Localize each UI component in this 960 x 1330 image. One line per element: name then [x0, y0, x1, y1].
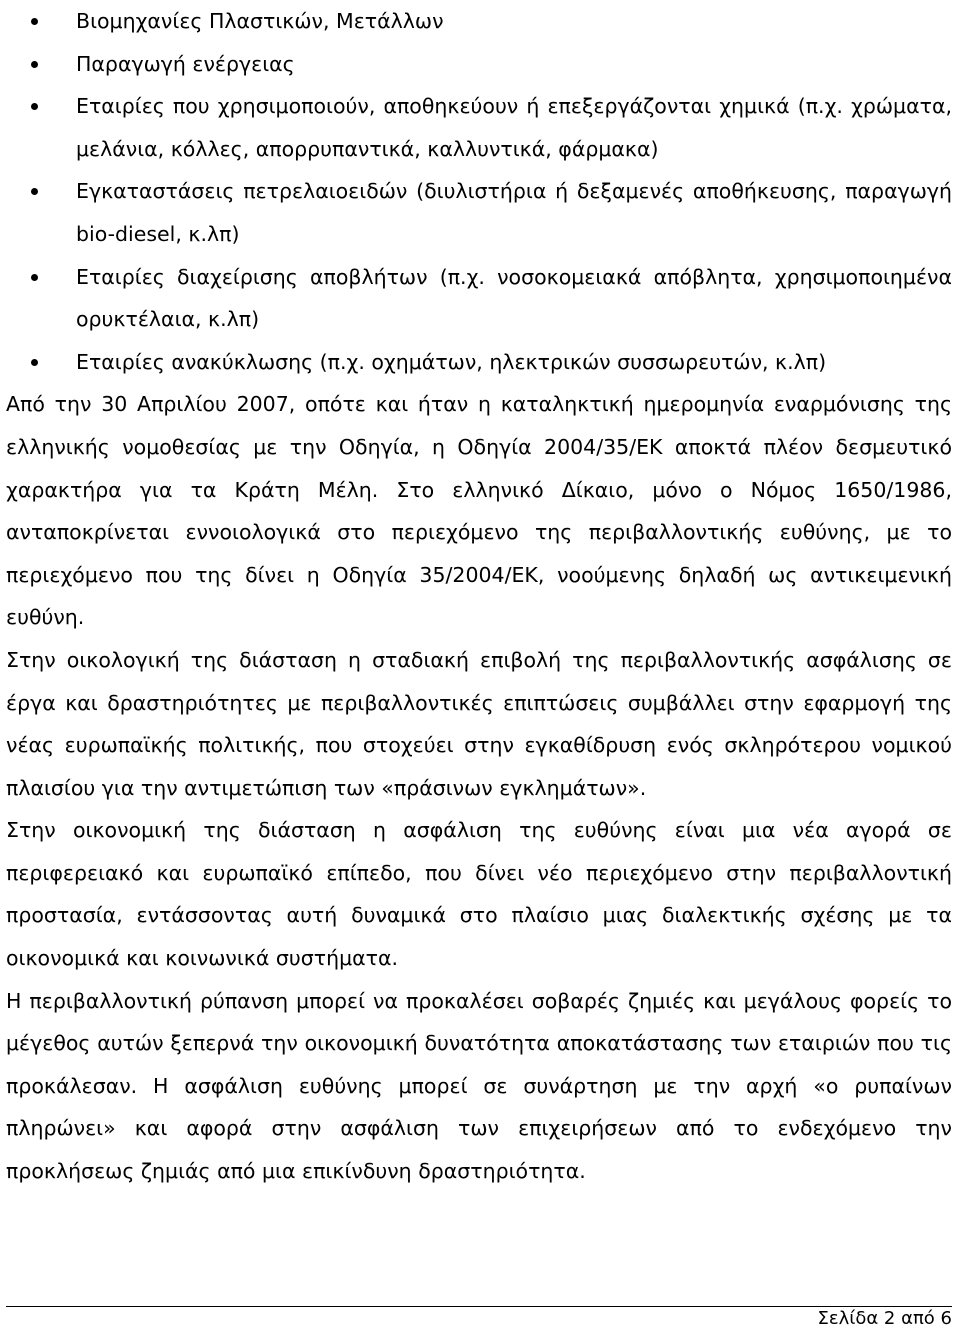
bullet-dot-icon — [31, 18, 38, 25]
bullet-text: Εταιρίες διαχείρισης αποβλήτων (π.χ. νοσοκομειακά απόβλητα, χρησιμοποιημένα ορυκτέλαια, κ.λπ) — [76, 264, 952, 332]
bullet-dot-icon — [31, 359, 38, 366]
paragraph-directive: Από την 30 Απριλίου 2007, οπότε και ήταν η καταληκτική ημερομηνία εναρμόνισης της ελληνικής νομοθεσίας με την Οδηγία, η Οδηγία 2004/35/ΕΚ αποκτά πλέον δεσμευτικό χαρακτήρα για τα Κράτη Μέλη. Στο ελληνικό Δίκαιο, μόνο ο Νόμος 1650/1986, ανταποκρίνεται εννοιολογικά στο περιεχόμενο της περιβαλλοντικής ευθύνης, με το περιεχόμενο που της δίνει η Οδηγία 35/2004/ΕΚ, νοούμενης δηλαδή ως αντικειμενική ευθύνη. — [6, 392, 952, 630]
bullet-item — [6, 85, 952, 170]
bullet-dot-icon — [31, 188, 38, 195]
bullet-item — [6, 341, 952, 384]
document-page — [6, 0, 952, 1193]
bullet-item — [6, 256, 952, 341]
bullet-dot-icon — [31, 103, 38, 110]
bullet-text: Εγκαταστάσεις πετρελαιοειδών (διυλιστήρια ή δεξαμενές αποθήκευσης, παραγωγή bio-diesel, κ.λπ) — [76, 179, 952, 246]
bullet-text: Παραγωγή ενέργειας — [76, 51, 295, 76]
bullet-dot-icon — [31, 274, 38, 281]
bullet-text: Εταιρίες που χρησιμοποιούν, αποθηκεύουν ή επεξεργάζονται χημικά (π.χ. χρώματα, μελάνια, κόλλες, απορρυπαντικά, καλλυντικά, φάρμακα) — [76, 94, 952, 161]
paragraph-economic: Στην οικονομική της διάσταση η ασφάλιση της ευθύνης είναι μια νέα αγορά σε περιφερειακό και ευρωπαϊκό επίπεδο, που δίνει νέο περιεχόμενο στην περιβαλλοντική προστασία, εντάσσοντας αυτή δυναμικά στο πλαίσιο μιας διαλεκτικής σχέσης με τα οικονομικά και κοινωνικά συστήματα. — [6, 818, 952, 971]
paragraph-pollution: Η περιβαλλοντική ρύπανση μπορεί να προκαλέσει σοβαρές ζημιές και μεγάλους φορείς το μέγεθος αυτών ξεπερνά την οικονομική δυνατότητα αποκατάστασης των εταιριών που τις προκάλεσαν. Η ασφάλιση ευθύνης μπορεί σε συνάρτηση με την αρχή «ο ρυπαίνων πληρώνει» και αφορά στην ασφάλιση των επιχειρήσεων από το ενδεχόμενο την προκλήσεως ζημιάς από μια επικίνδυνη δραστηριότητα. — [6, 988, 952, 1184]
page-number: Σελίδα 2 από 6 — [817, 1308, 952, 1329]
paragraph-ecological: Στην οικολογική της διάσταση η σταδιακή επιβολή της περιβαλλοντικής ασφάλισης σε έργα και δραστηριότητες με περιβαλλοντικές επιπτώσεις συμβάλλει στην εφαρμογή της νέας ευρωπαϊκής πολιτικής, που στοχεύει στην εγκαθίδρυση ενός σκληρότερου νομικού πλαισίου για την αντιμετώπιση των «πράσινων εγκλημάτων». — [6, 647, 952, 800]
footer-divider — [6, 1306, 952, 1307]
bullet-dot-icon — [31, 61, 38, 68]
bullet-item — [6, 43, 952, 86]
bullet-text: Βιομηχανίες Πλαστικών, Μετάλλων — [76, 9, 444, 33]
bullet-item — [6, 0, 952, 43]
industry-bullet-list — [6, 0, 952, 383]
bullet-text: Εταιρίες ανακύκλωσης (π.χ. οχημάτων, ηλεκτρικών συσσωρευτών, κ.λπ) — [76, 349, 827, 374]
bullet-item — [6, 170, 952, 255]
